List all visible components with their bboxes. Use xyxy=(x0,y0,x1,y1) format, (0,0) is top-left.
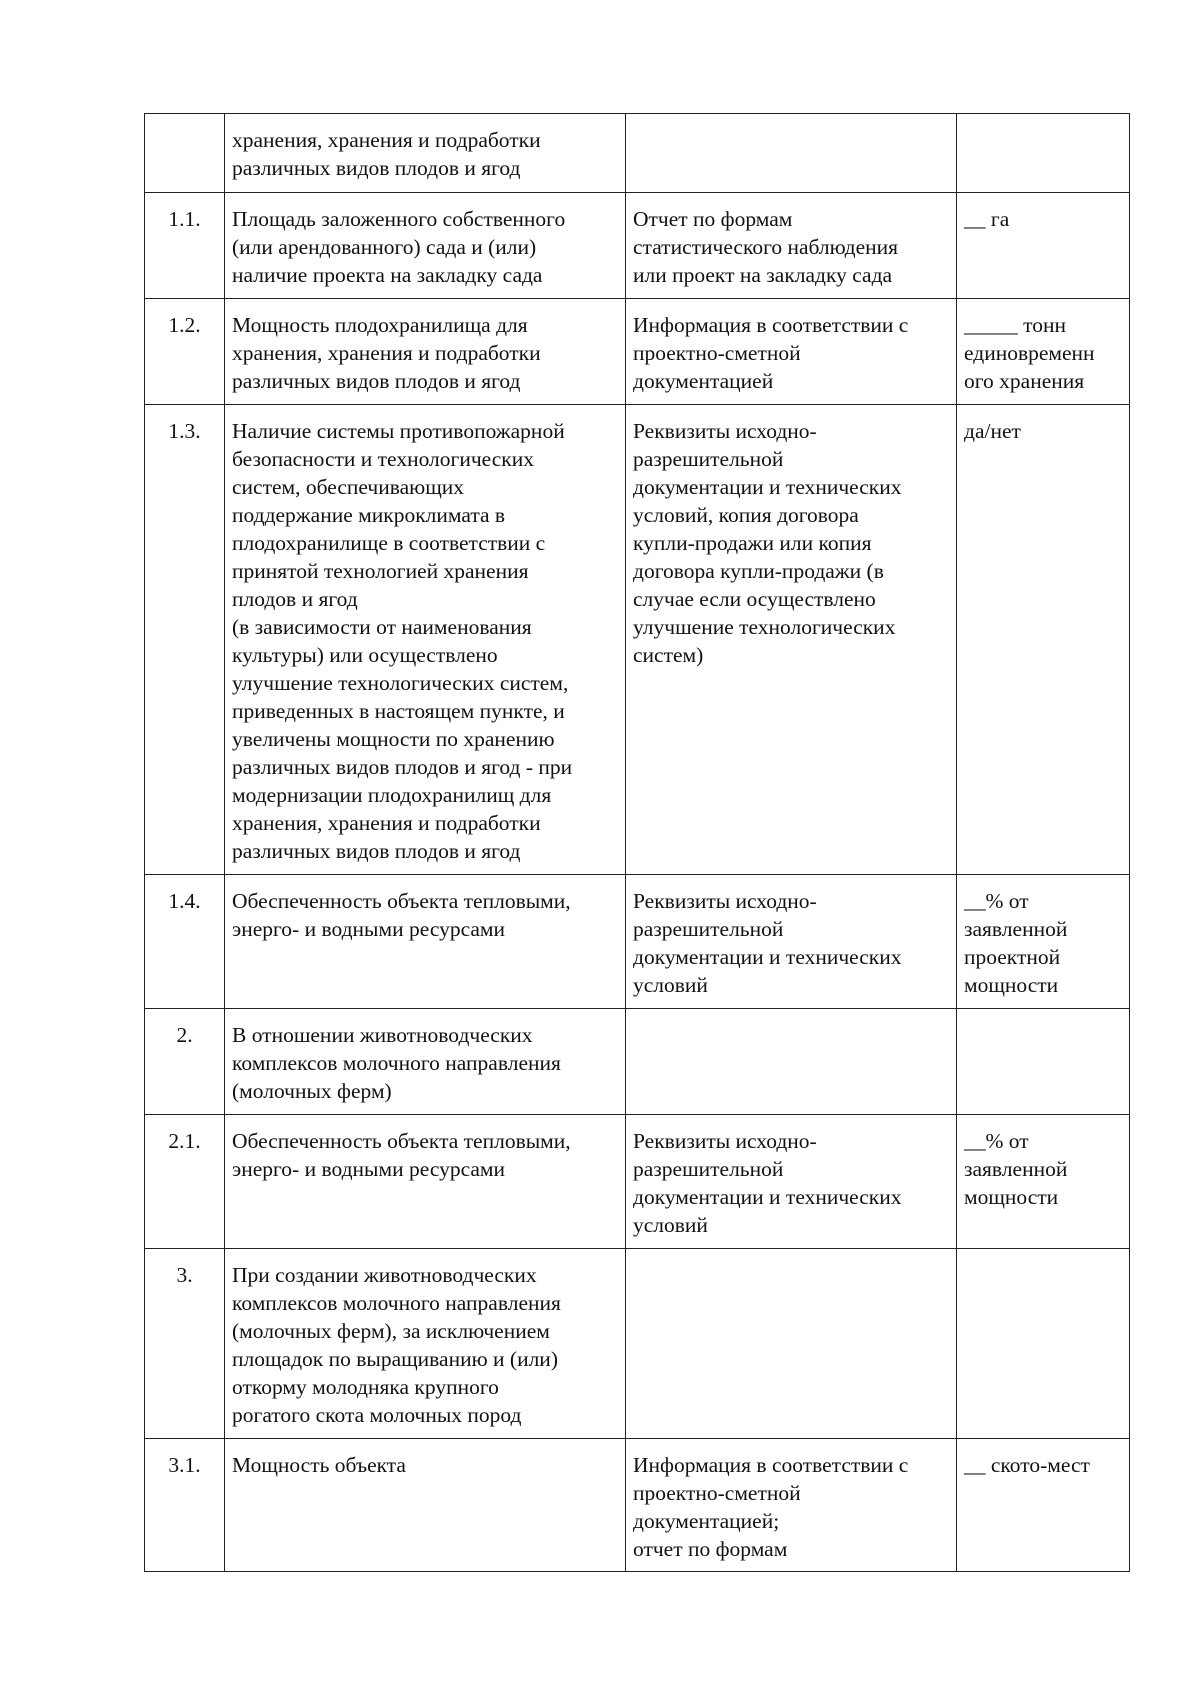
row-number: 1.4. xyxy=(145,875,225,1009)
indicator-cell: Наличие системы противопожарной безопасности и технологических систем, обеспечивающих поддержание микроклимата в плодохранилище в соответствии с принятой технологией хранения плодов и ягод (в зависимости от наименования культуры) или осуществлено улучшение технологических систем, приведенных в настоящем пункте, и увеличены мощности по хранению различных видов плодов и ягод - при модернизации плодохранилищ для хранения, хранения и подработки различных видов плодов и ягод xyxy=(225,405,626,875)
row-number: 2.1. xyxy=(145,1115,225,1249)
source-cell: Информация в соответствии с проектно-сметной документацией; отчет по формам xyxy=(626,1439,957,1572)
row-number: 2. xyxy=(145,1009,225,1115)
indicator-cell: При создании животноводческих комплексов молочного направления (молочных ферм), за исключением площадок по выращиванию и (или) откорму молодняка крупного рогатого скота молочных пород xyxy=(225,1249,626,1439)
source-cell: Реквизиты исходно- разрешительной документации и технических условий xyxy=(626,875,957,1009)
indicator-cell: Обеспеченность объекта тепловыми, энерго- и водными ресурсами xyxy=(225,1115,626,1249)
indicator-cell: Мощность плодохранилища для хранения, хранения и подработки различных видов плодов и ягод xyxy=(225,299,626,405)
table-row xyxy=(145,1009,1130,1115)
row-number: 3.1. xyxy=(145,1439,225,1572)
table-row xyxy=(145,193,1130,299)
table-row xyxy=(145,1115,1130,1249)
source-cell xyxy=(626,114,957,193)
source-cell: Реквизиты исходно- разрешительной документации и технических условий, копия договора купли-продажи или копия договора купли-продажи (в случае если осуществлено улучшение технологических систем) xyxy=(626,405,957,875)
value-cell xyxy=(957,1249,1130,1439)
indicator-cell: Площадь заложенного собственного (или арендованного) сада и (или) наличие проекта на закладку сада xyxy=(225,193,626,299)
row-number: 1.3. xyxy=(145,405,225,875)
source-cell xyxy=(626,1009,957,1115)
indicator-cell: хранения, хранения и подработки различных видов плодов и ягод xyxy=(225,114,626,193)
table-row xyxy=(145,299,1130,405)
table-row xyxy=(145,114,1130,193)
indicator-cell: Мощность объекта xyxy=(225,1439,626,1572)
value-cell: __% от заявленной проектной мощности xyxy=(957,875,1130,1009)
value-cell: __% от заявленной мощности xyxy=(957,1115,1130,1249)
value-cell xyxy=(957,114,1130,193)
source-cell: Информация в соответствии с проектно-сметной документацией xyxy=(626,299,957,405)
source-cell: Отчет по формам статистического наблюдения или проект на закладку сада xyxy=(626,193,957,299)
row-number: 1.2. xyxy=(145,299,225,405)
indicator-cell: Обеспеченность объекта тепловыми, энерго- и водными ресурсами xyxy=(225,875,626,1009)
row-number: 3. xyxy=(145,1249,225,1439)
table-row xyxy=(145,875,1130,1009)
criteria-table xyxy=(144,113,1130,1572)
value-cell: __ ското-мест xyxy=(957,1439,1130,1572)
row-number xyxy=(145,114,225,193)
row-number: 1.1. xyxy=(145,193,225,299)
table-row xyxy=(145,1249,1130,1439)
source-cell xyxy=(626,1249,957,1439)
value-cell xyxy=(957,1009,1130,1115)
source-cell: Реквизиты исходно- разрешительной документации и технических условий xyxy=(626,1115,957,1249)
value-cell: _____ тонн единовременн ого хранения xyxy=(957,299,1130,405)
table-row xyxy=(145,1439,1130,1572)
table-row xyxy=(145,405,1130,875)
value-cell: да/нет xyxy=(957,405,1130,875)
indicator-cell: В отношении животноводческих комплексов молочного направления (молочных ферм) xyxy=(225,1009,626,1115)
value-cell: __ га xyxy=(957,193,1130,299)
